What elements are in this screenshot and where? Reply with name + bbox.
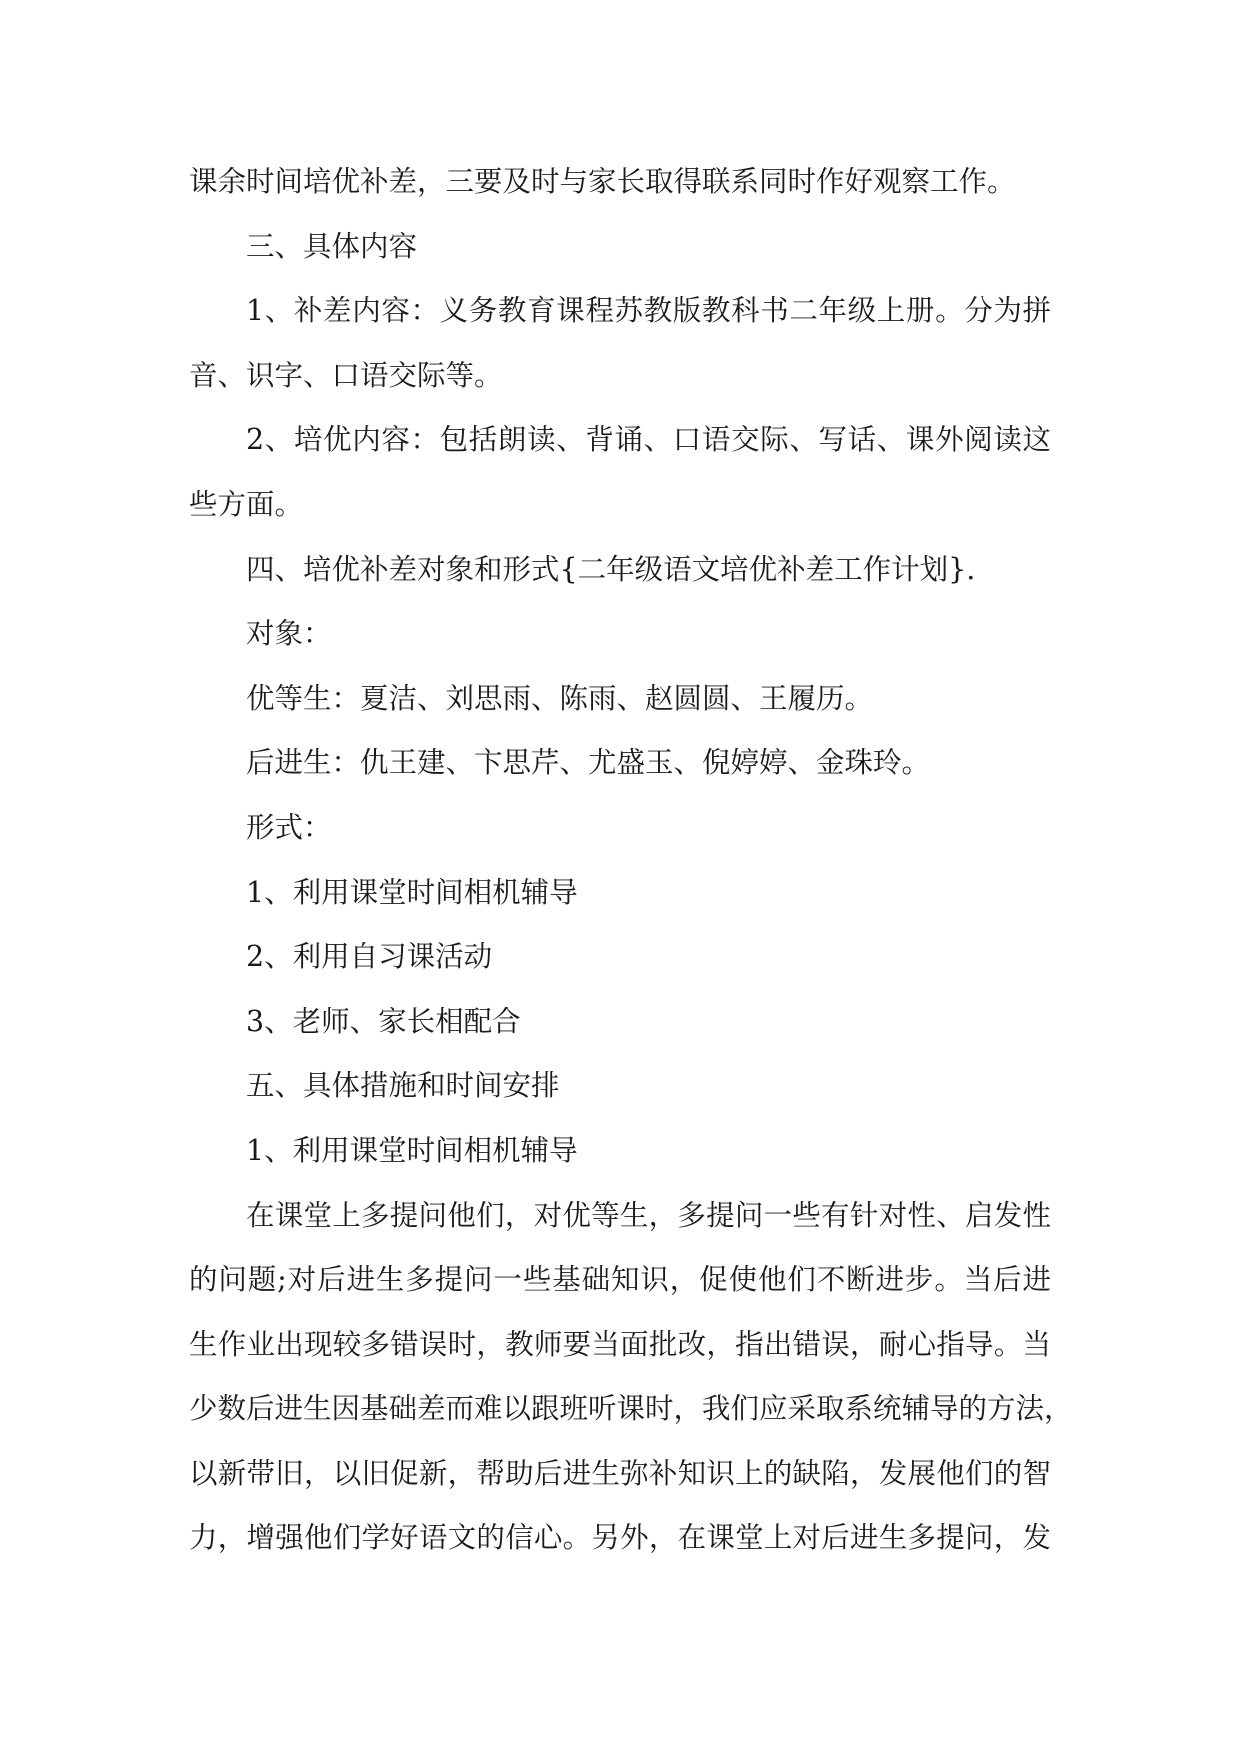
paragraph-line: 形式： bbox=[246, 810, 332, 844]
section-heading: 三、具体内容 bbox=[246, 229, 418, 263]
paragraph-line: 对象： bbox=[246, 617, 332, 651]
paragraph-line: 课余时间培优补差，三要及时与家长取得联系同时作好观察工作。 bbox=[189, 165, 1016, 198]
subsection-heading: 1、利用课堂时间相机辅导 bbox=[246, 1133, 578, 1167]
paragraph-line: 音、识字、口语交际等。 bbox=[189, 358, 503, 392]
paragraph-line: 力，增强他们学好语文的信心。另外，在课堂上对后进生多提问，发 bbox=[189, 1521, 1051, 1555]
paragraph-line: 些方面。 bbox=[189, 487, 304, 521]
list-item: 2、利用自习课活动 bbox=[246, 940, 493, 974]
list-item: 3、老师、家长相配合 bbox=[246, 1004, 521, 1038]
paragraph-line: 少数后进生因基础差而难以跟班听课时，我们应采取系统辅导的方法， bbox=[189, 1392, 1073, 1426]
paragraph-line: 在课堂上多提问他们，对优等生，多提问一些有针对性、启发性 bbox=[246, 1198, 1051, 1232]
paragraph-line: 以新带旧，以旧促新，帮助后进生弥补知识上的缺陷，发展他们的智 bbox=[189, 1456, 1051, 1490]
paragraph-line: 1、补差内容：义务教育课程苏教版教科书二年级上册。分为拼 bbox=[246, 294, 1051, 328]
document-body bbox=[189, 150, 1073, 1571]
paragraph-line: 生作业出现较多错误时，教师要当面批改，指出错误，耐心指导。当 bbox=[189, 1327, 1051, 1361]
paragraph-line: 的问题;对后进生多提问一些基础知识，促使他们不断进步。当后进 bbox=[189, 1263, 1051, 1297]
list-item: 1、利用课堂时间相机辅导 bbox=[246, 875, 578, 909]
section-heading: 五、具体措施和时间安排 bbox=[246, 1069, 560, 1103]
paragraph-line: 优等生：夏洁、刘思雨、陈雨、赵圆圆、王履历。 bbox=[246, 681, 874, 715]
section-heading: 四、培优补差对象和形式{二年级语文培优补差工作计划}. bbox=[246, 552, 976, 586]
paragraph-line: 2、培优内容：包括朗读、背诵、口语交际、写话、课外阅读这 bbox=[246, 423, 1051, 457]
paragraph-line: 后进生：仇王建、卞思芹、尤盛玉、倪婷婷、金珠玲。 bbox=[246, 746, 931, 780]
